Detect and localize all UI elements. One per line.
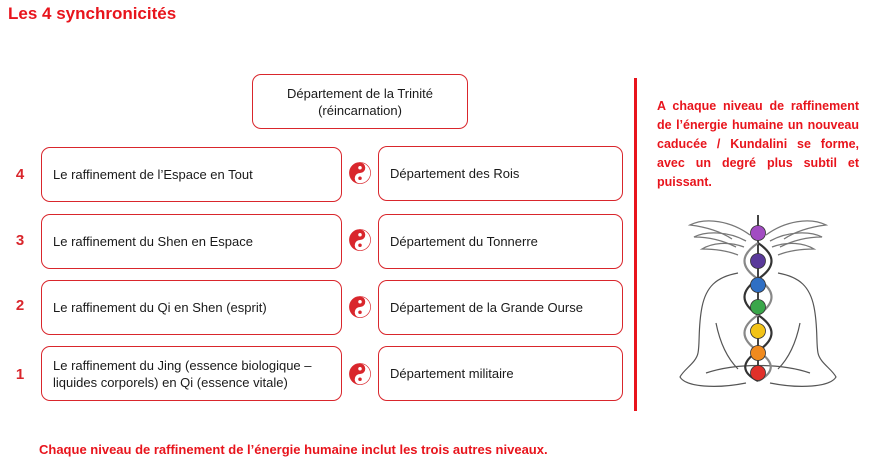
chakra-icon xyxy=(751,366,766,381)
refinement-label: Le raffinement du Shen en Espace xyxy=(53,234,253,249)
wing-left-icon xyxy=(690,221,750,255)
chakra-icon xyxy=(751,300,766,315)
separator-line xyxy=(634,78,637,411)
refinement-label: Le raffinement du Qi en Shen (esprit) xyxy=(53,300,267,315)
trinity-department-box xyxy=(252,74,468,129)
yin-yang-icon xyxy=(349,363,371,385)
refinement-box-level-1 xyxy=(41,346,342,401)
level-number-3: 3 xyxy=(15,232,25,249)
department-label: Département du Tonnerre xyxy=(390,234,538,249)
department-box-level-4 xyxy=(378,146,623,201)
level-number-4: 4 xyxy=(15,166,25,183)
department-box-level-1 xyxy=(378,346,623,401)
department-box-level-2 xyxy=(378,280,623,335)
yin-yang-icon xyxy=(349,296,371,318)
refinement-label: Le raffinement du Jing (essence biologique – xyxy=(53,357,312,373)
refinement-box-level-2 xyxy=(41,280,342,335)
trinity-label: Département de la Trinité xyxy=(287,85,433,101)
chakra-icon xyxy=(751,278,766,293)
refinement-label-line2: liquides corporels) en Qi (essence vitale) xyxy=(53,374,288,390)
chakra-icon xyxy=(751,254,766,269)
chakra-icon xyxy=(751,346,766,361)
level-number-2: 2 xyxy=(15,297,25,314)
footer-note: Chaque niveau de raffinement de l’énergie humaine inclut les trois autres niveaux. xyxy=(39,442,548,457)
department-label: Département de la Grande Ourse xyxy=(390,300,583,315)
yin-yang-icon xyxy=(349,229,371,251)
caduceus-description: A chaque niveau de raffinement de l’énergie humaine un nouveau caducée / Kundalini se forme, avec un degré plus subtil et puissant. xyxy=(657,99,859,189)
department-label: Département des Rois xyxy=(390,166,520,181)
meditating-caduceus-figure xyxy=(676,203,840,403)
department-label: Département militaire xyxy=(390,366,514,381)
trinity-sublabel: (réincarnation) xyxy=(318,102,402,118)
refinement-box-level-3 xyxy=(41,214,342,269)
refinement-box-level-4 xyxy=(41,147,342,202)
chakra-icon xyxy=(751,324,766,339)
level-number-1: 1 xyxy=(15,366,25,383)
chakra-icon xyxy=(751,226,766,241)
yin-yang-icon xyxy=(349,162,371,184)
wing-right-icon xyxy=(766,221,826,255)
department-box-level-3 xyxy=(378,214,623,269)
page-title: Les 4 synchronicités xyxy=(8,4,177,23)
refinement-label: Le raffinement de l’Espace en Tout xyxy=(53,167,253,182)
